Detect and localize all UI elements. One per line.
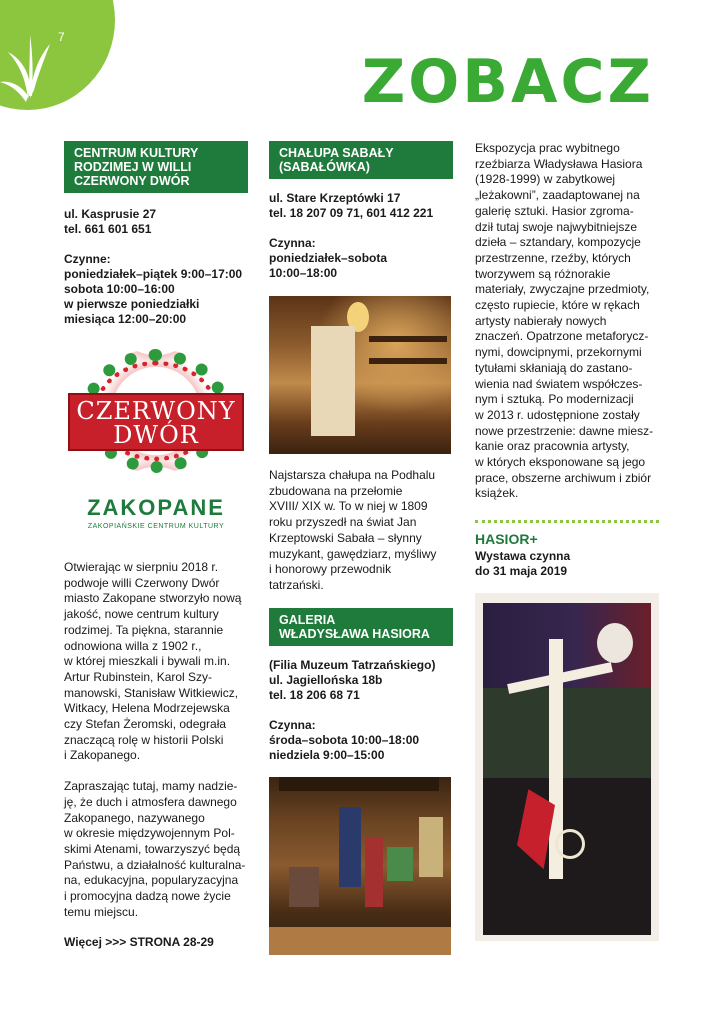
hasior-tapestry-photo bbox=[475, 593, 659, 941]
contact-czerwony-dwor: ul. Kasprusie 27 tel. 661 601 651 bbox=[64, 207, 157, 236]
hasior-plus-heading: HASIOR+ bbox=[475, 531, 538, 548]
zakopane-subtitle: ZAKOPIAŃSKIE CENTRUM KULTURY bbox=[87, 523, 225, 530]
czerwony-dwor-logo bbox=[64, 349, 248, 530]
hours-czerwony-dwor: Czynne: poniedziałek–piątek 9:00–17:00 sobota 10:00–16:00 w pierwsze poniedziałki miesiąca 12:00–20:00 bbox=[64, 252, 243, 326]
column-hasior bbox=[475, 141, 659, 941]
section-label-czerwony-dwor: CENTRUM KULTURY RODZIMEJ W WILLI CZERWONY DWÓR bbox=[64, 141, 248, 193]
hours-sabalowka: Czynna: poniedziałek–sobota 10:00–18:00 bbox=[269, 236, 388, 280]
page-title: ZOBACZ bbox=[361, 47, 654, 117]
czerwony-dwor-invitation: Zapraszając tutaj, mamy nadzie- ję, że duch i atmosfera dawnego Zakopanego, nazywanego w okresie międzywojennym Pol- skimi Atenami, towarzyszyć będą Państwu, a działalność kulturalna- na, edukacyjna, popularyzacyjna i promocyjna dadzą nowe życie temu miejscu. bbox=[64, 779, 246, 919]
section-label-sabalowka: CHAŁUPA SABAŁY (SABAŁÓWKA) bbox=[269, 141, 453, 179]
page-number: 7 bbox=[58, 30, 65, 44]
zakopane-wordmark: ZAKOPANE bbox=[87, 495, 225, 520]
galeria-hasiora-interior-photo bbox=[269, 777, 451, 955]
dotted-divider bbox=[475, 520, 659, 523]
logo-banner: CZERWONY DWÓR bbox=[68, 393, 244, 451]
more-link[interactable]: Więcej >>> STRONA 28-29 bbox=[64, 935, 214, 950]
contact-sabalowka: ul. Stare Krzeptówki 17 tel. 18 207 09 71, 601 412 221 bbox=[269, 191, 434, 220]
leaf-icon bbox=[0, 30, 60, 105]
hasior-plus-dates: Wystawa czynna do 31 maja 2019 bbox=[475, 549, 571, 579]
sabalowka-description: Najstarsza chałupa na Podhalu zbudowana na przełomie XVIII/ XIX w. To w niej w 1809 roku przyszedł na świat Jan Krzeptowski Sabała – słynny muzykant, gawędziarz, myśliwy i honorowy przewodnik tatrzański. bbox=[269, 468, 437, 592]
czerwony-dwor-description: Otwierając w sierpniu 2018 r. podwoje willi Czerwony Dwór miasto Zakopane stworzyło nową jakość, nowe centrum kultury rodzimej. Ta piękna, starannie odnowiona willa z 1902 r., w której mieszkali i bywali m.in. Artur Rubinstein, Karol Szy- manowski, Stanisław Witkiewicz, Witkacy, Helena Modrzejewska czy Stefan Żeromski, odegrała znaczącą rolę w historii Polski i Zakopanego. bbox=[64, 560, 242, 763]
column-czerwony-dwor bbox=[64, 141, 248, 950]
sabalowka-interior-photo bbox=[269, 296, 451, 454]
hours-galeria-hasiora: Czynna: środa–sobota 10:00–18:00 niedziela 9:00–15:00 bbox=[269, 717, 420, 762]
section-label-galeria-hasiora: GALERIA WŁADYSŁAWA HASIORA bbox=[269, 608, 453, 646]
column-sabalowka bbox=[269, 141, 453, 955]
contact-galeria-hasiora: (Filia Muzeum Tatrzańskiego) ul. Jagiellońska 18b tel. 18 206 68 71 bbox=[269, 657, 436, 702]
hasior-description: Ekspozycja prac wybitnego rzeźbiarza Władysława Hasiora (1928-1999) w zabytkowej „leżakowni”, zaadaptowanej na galerię sztuki. Hasior zgroma- dził tutaj swoje najwybitniejsze dzieła – sztandary, kompozycje przestrzenne, rzeźby, których tworzywem są różnorakie materiały, zwyczajne przedmioty, często rupiecie, które w rękach artysty nabierały nowych znaczeń. Opatrzone metaforycz- nymi, dowcipnymi, przekornymi tytułami skłaniają do zastano- wienia nad światem współczes- nym i sztuką. Po modernizacji w 2013 r. udostępnione zostały nowe przestrzenie: dawne miesz- kanie oraz pracownia artysty, w których eksponowane są jego prace, obszerne archiwum i zbiór książek. bbox=[475, 141, 654, 501]
